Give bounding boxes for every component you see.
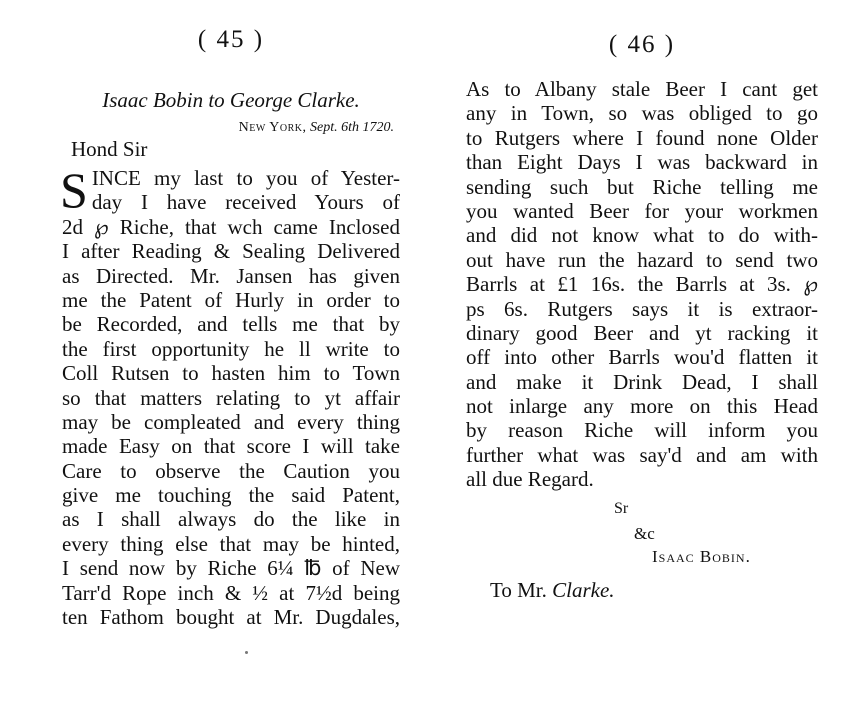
letter-body-left [60, 162, 400, 630]
text-line: you wanted Beer for your workmen [466, 198, 818, 223]
text-line: ten Fathom bought at Mr. Dugdales, [62, 605, 400, 630]
text-line: 2d ℘ Riche, that wch came Inclosed [62, 214, 400, 239]
text-line: so that matters relating to yt affair [62, 385, 400, 410]
text-line: made Easy on that score I will take [62, 434, 400, 459]
text-line: every thing else that may be hinted, [62, 531, 400, 556]
text-line: out have run the hazard to send two [466, 247, 818, 272]
text-line: any in Town, so was obliged to go [466, 101, 818, 126]
letter-body-right [466, 77, 818, 492]
dateline [239, 120, 394, 136]
page-number-right: ( 46 ) [608, 31, 676, 58]
text-line: INCE my last to you of Yester- [91, 166, 400, 190]
text-line: not inlarge any more on this Head [466, 394, 818, 419]
text-line: be Recorded, and tells me that by [62, 312, 400, 337]
text-line: Barrls at £1 16s. the Barrls at 3s. ℘ [466, 272, 818, 297]
text-line: all due Regard. [466, 467, 594, 492]
address-line [490, 578, 615, 603]
text-line: off into other Barrls wou'd flatten it [466, 345, 818, 370]
text-line: day I have received Yours of [91, 190, 400, 215]
closing-sr: Sr [614, 500, 629, 517]
text-line: the first opportunity he ll write to [62, 336, 400, 361]
page-number-left: ( 45 ) [197, 26, 265, 53]
text-line: and make it Drink Dead, I shall [466, 369, 818, 394]
text-line: sending such but Riche telling me [466, 174, 818, 199]
text-line: as Directed. Mr. Jansen has given [62, 263, 400, 288]
text-line: by reason Riche will inform you [466, 418, 818, 443]
address-name: Clarke. [552, 578, 615, 602]
dateline-date: Sept. 6th 1720. [310, 120, 394, 135]
closing-etc: &c [634, 524, 655, 543]
drop-cap: S [60, 162, 88, 218]
text-line: further what was say'd and am with [466, 442, 818, 467]
text-line: As to Albany stale Beer I cant get [466, 77, 818, 101]
text-line: Coll Rutsen to hasten him to Town [62, 361, 400, 386]
text-line: I after Reading & Sealing Delivered [62, 239, 400, 264]
page-speck [245, 651, 248, 654]
text-line: give me touching the said Patent, [62, 483, 400, 508]
text-line: and did not know what to do with- [466, 223, 818, 248]
text-line: may be compleated and every thing [62, 409, 400, 434]
letter-title: Isaac Bobin to George Clarke. [102, 88, 360, 112]
text-line: ps 6s. Rutgers says it is extraor- [466, 296, 818, 321]
text-line: than Eight Days I was backward in [466, 150, 818, 175]
text-line: me the Patent of Hurly in order to [62, 287, 400, 312]
text-line: to Rutgers where I found none Older [466, 125, 818, 150]
salutation: Hond Sir [71, 137, 148, 161]
dateline-place: New York, [238, 120, 307, 135]
text-line: Tarr'd Rope inch & ½ at 7½d being [62, 580, 400, 605]
text-line: Care to observe the Caution you [62, 458, 400, 483]
text-line: dinary good Beer and yt racking it [466, 320, 818, 345]
text-line: as I shall always do the like in [62, 507, 400, 532]
address-prefix: To Mr. [490, 578, 547, 602]
text-line: I send now by Riche 6¼ ℔ of New [62, 556, 400, 581]
signature: Isaac Bobin. [652, 547, 751, 566]
